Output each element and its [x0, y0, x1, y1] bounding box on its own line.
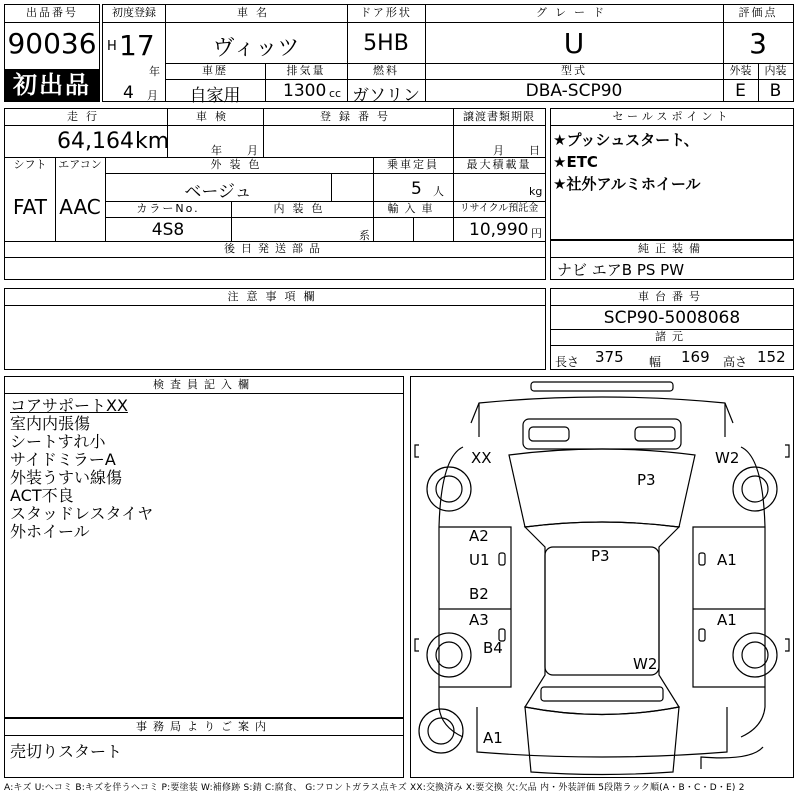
fuel-header: 燃料 — [373, 64, 399, 77]
office-header: 事務局よりご案内 — [136, 720, 272, 733]
mark-roof: P3 — [591, 547, 610, 565]
capacity-unit: 人 — [433, 185, 444, 198]
inspection-header: 車検 — [196, 110, 234, 123]
office-box — [4, 718, 404, 778]
shift-header: シフト — [13, 158, 47, 171]
wheel-front-left — [427, 467, 471, 511]
genuine-equipment: ナビ エアB PS PW — [557, 261, 685, 279]
mark-rear-left: B4 — [483, 639, 503, 657]
max-load-header: 最大積載量 — [466, 158, 532, 171]
lot-header: 出品番号 — [26, 6, 78, 19]
chassis-box — [550, 288, 794, 370]
mark-door-fr: A1 — [717, 551, 737, 569]
history-header: 車歴 — [202, 64, 228, 77]
inspector-note: スタッドレスタイヤ — [10, 504, 154, 523]
genuine-box — [550, 240, 794, 280]
first-listing-badge: 初出品 — [5, 69, 99, 101]
width-value: 169 — [681, 348, 710, 366]
length-value: 375 — [595, 348, 624, 366]
sales-point: ★社外アルミホイール — [553, 175, 701, 193]
reg-year: 17 — [119, 29, 155, 62]
grade: U — [563, 27, 585, 60]
mileage: 64,164 — [57, 129, 134, 154]
mark-front-left: XX — [471, 449, 492, 467]
sales-box — [550, 108, 794, 240]
max-load-unit: kg — [529, 185, 543, 198]
reg-month: 4 — [123, 83, 134, 103]
import-header: 輸入車 — [387, 202, 439, 215]
score-header: 評価点 — [738, 6, 778, 19]
score: 3 — [749, 27, 767, 60]
grade-header: グレード — [536, 6, 612, 19]
car-name: ヴィッツ — [212, 36, 300, 61]
hood — [509, 449, 695, 527]
chassis-number: SCP90-5008068 — [603, 308, 741, 328]
month-unit: 月 — [147, 89, 158, 102]
inspector-box — [4, 376, 404, 718]
mark-door-fl-2: U1 — [469, 551, 490, 569]
sales-point: ★プッシュスタート、 — [553, 131, 699, 149]
sales-points — [553, 129, 701, 195]
transfer-month-unit: 月 — [493, 144, 504, 157]
color-no: 4S8 — [151, 220, 185, 240]
int-color-unit: 系 — [359, 229, 370, 242]
exterior-header: 外装 — [729, 64, 752, 77]
recycle-unit: 円 — [531, 227, 542, 240]
sales-header: セールスポイント — [612, 110, 732, 123]
lot-box — [4, 4, 100, 102]
inspector-note: コアサポートXX — [10, 396, 128, 415]
mark-door-rr: A1 — [717, 611, 737, 629]
later-parts-header: 後日発送部品 — [224, 242, 326, 255]
recycle-fee: 10,990 — [469, 220, 529, 240]
exterior-grade: E — [735, 81, 746, 101]
inspector-note: ACT不良 — [10, 486, 74, 505]
car-name-header: 車名 — [237, 6, 275, 19]
aircon-header: エアコン — [58, 158, 102, 171]
notes-header: 注意事項欄 — [227, 290, 323, 303]
interior-grade: B — [769, 81, 782, 101]
history: 自家用 — [189, 86, 241, 106]
inspector-note: 外ホイール — [10, 522, 90, 541]
mark-spare: A1 — [483, 729, 503, 747]
int-color-header: 内装色 — [273, 202, 331, 215]
displacement-header: 排気量 — [286, 64, 326, 77]
model-header: 型式 — [561, 64, 587, 77]
mileage-header: 走行 — [67, 110, 105, 123]
shift: FAT — [12, 195, 47, 219]
wheel-front-right — [733, 467, 777, 511]
lot-number: 90036 — [7, 27, 97, 60]
insp-year-unit: 年 — [211, 144, 222, 157]
mark-hood: P3 — [637, 471, 656, 489]
ext-color: ベージュ — [184, 182, 252, 202]
door-header: ドア形状 — [360, 6, 412, 19]
inspector-notes — [10, 397, 153, 541]
recycle-header: リサイクル預託金 — [459, 203, 539, 214]
capacity: 5 — [411, 179, 422, 199]
height-label: 高さ — [723, 355, 748, 369]
first-reg-header: 初度登録 — [112, 6, 156, 19]
transfer-header: 譲渡書類期限 — [463, 110, 535, 123]
main-header-box — [102, 4, 794, 106]
rear-bumper — [541, 687, 663, 701]
era: H — [107, 39, 117, 54]
office-notes: 売切りスタート — [10, 742, 123, 761]
mark-door-rl-1: B2 — [469, 585, 489, 603]
fuel: ガソリン — [352, 86, 420, 106]
vehicle-detail-box — [4, 108, 546, 280]
model: DBA-SCP90 — [525, 81, 623, 101]
mileage-unit: km — [135, 129, 170, 154]
year-unit: 年 — [149, 65, 160, 78]
trunk — [525, 707, 679, 775]
body-left — [439, 447, 463, 737]
car-diagram — [410, 376, 794, 778]
displacement-unit: cc — [329, 87, 342, 100]
inspector-note: 外装うすい線傷 — [10, 468, 123, 487]
inspector-note: シートすれ小 — [10, 432, 106, 451]
chassis-header: 車台番号 — [638, 290, 706, 303]
wheel-rear-right — [733, 633, 777, 677]
ext-color-header: 外装色 — [210, 158, 268, 171]
body-right — [741, 447, 765, 737]
specs-header: 諸元 — [655, 330, 689, 343]
door-type: 5HB — [363, 31, 409, 56]
genuine-header: 純正装備 — [638, 242, 706, 255]
transfer-day-unit: 日 — [529, 144, 540, 157]
mark-front-right: W2 — [715, 449, 740, 467]
mark-door-rl-2: A3 — [469, 611, 489, 629]
capacity-header: 乗車定員 — [387, 158, 439, 171]
mark-door-fl-1: A2 — [469, 527, 489, 545]
width-label: 幅 — [649, 355, 662, 369]
front-bumper — [531, 382, 673, 391]
displacement: 1300 — [283, 81, 327, 101]
color-no-header: カラーNo. — [136, 202, 200, 215]
inspector-note: 室内内張傷 — [10, 414, 91, 433]
inspector-header: 検査員記入欄 — [153, 378, 255, 391]
wheel-rear-left — [427, 633, 471, 677]
sales-point: ★ETC — [553, 153, 598, 171]
inspector-note: サイドミラーA — [10, 450, 116, 469]
legend: A:キズ U:ヘコミ B:キズを伴うヘコミ P:要塗装 W:補修跡 S:錆 C:腐食、 G:フロントガラス点キズ XX:交換済み X:要交換 欠:欠品 内・外装評価 5段階ラック順(A・B・C・D・E) 2 — [4, 783, 745, 793]
height-value: 152 — [757, 348, 786, 366]
interior-header: 内装 — [764, 64, 787, 77]
length-label: 長さ — [555, 355, 580, 369]
aircon: AAC — [59, 195, 101, 219]
notes-box — [4, 288, 546, 370]
front-grille — [523, 419, 681, 449]
insp-month-unit: 月 — [247, 144, 258, 157]
reg-no-header: 登録番号 — [320, 110, 396, 123]
mark-trunk: W2 — [633, 655, 658, 673]
